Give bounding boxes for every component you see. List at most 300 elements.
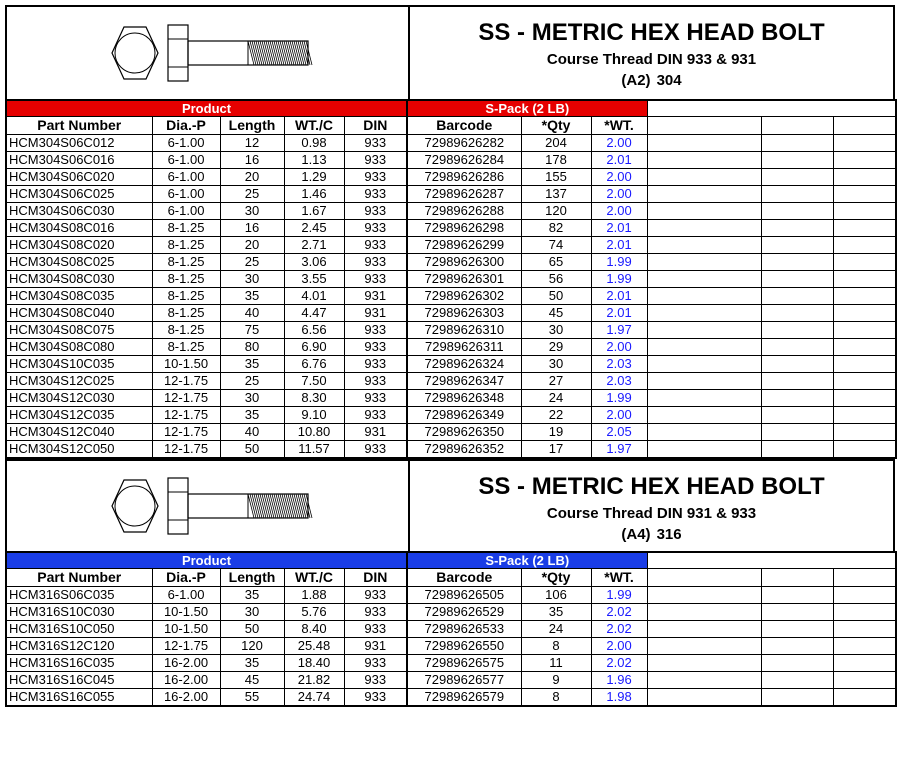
weight-per-c-cell: 3.06 (284, 254, 344, 271)
section-header (5, 459, 895, 551)
weight-per-c-cell: 11.57 (284, 441, 344, 459)
spack-band: S-Pack (2 LB) (407, 100, 647, 117)
column-header: WT./C (284, 117, 344, 135)
pack-weight-cell: 1.96 (591, 672, 647, 689)
blank-cell (833, 407, 896, 424)
table-row (6, 135, 896, 152)
weight-per-c-cell: 18.40 (284, 655, 344, 672)
catalog-sheet (5, 5, 895, 707)
pack-weight-cell: 2.01 (591, 288, 647, 305)
part-number-cell: HCM304S08C075 (6, 322, 152, 339)
blank-cell (761, 604, 833, 621)
table-row (6, 424, 896, 441)
weight-per-c-cell: 5.76 (284, 604, 344, 621)
blank-cell (647, 339, 761, 356)
din-cell: 933 (344, 390, 407, 407)
blank-cell (761, 689, 833, 707)
pack-weight-cell: 2.00 (591, 638, 647, 655)
section-subtitle: Course Thread DIN 933 & 931 (546, 51, 757, 68)
length-cell: 25 (220, 186, 284, 203)
part-number-cell: HCM316S12C120 (6, 638, 152, 655)
column-header: Part Number (6, 569, 152, 587)
blank-cell (647, 203, 761, 220)
product-band: Product (6, 552, 407, 569)
qty-cell: 35 (521, 604, 591, 621)
blank-cell (761, 407, 833, 424)
dia-pitch-cell: 12-1.75 (152, 407, 220, 424)
blank-band (647, 552, 896, 569)
section-subtitle: Course Thread DIN 931 & 933 (546, 505, 757, 522)
dia-pitch-cell: 12-1.75 (152, 638, 220, 655)
hex-bolt-drawing-icon (98, 15, 318, 91)
din-cell: 933 (344, 689, 407, 707)
blank-cell (647, 621, 761, 638)
qty-cell: 17 (521, 441, 591, 459)
weight-per-c-cell: 1.46 (284, 186, 344, 203)
length-cell: 30 (220, 604, 284, 621)
table-row (6, 254, 896, 271)
title-cell (410, 461, 893, 551)
blank-cell (647, 672, 761, 689)
din-cell: 933 (344, 621, 407, 638)
weight-per-c-cell: 1.13 (284, 152, 344, 169)
qty-cell: 82 (521, 220, 591, 237)
barcode-cell: 72989626352 (407, 441, 521, 459)
blank-cell (761, 169, 833, 186)
blank-cell (647, 689, 761, 707)
blank-cell (647, 254, 761, 271)
pack-weight-cell: 2.00 (591, 135, 647, 152)
length-cell: 12 (220, 135, 284, 152)
blank-cell (833, 655, 896, 672)
qty-cell: 50 (521, 288, 591, 305)
part-number-cell: HCM304S06C012 (6, 135, 152, 152)
blank-cell (647, 186, 761, 203)
part-number-cell: HCM304S06C020 (6, 169, 152, 186)
blank-cell (761, 339, 833, 356)
table-row (6, 356, 896, 373)
blank-cell (647, 152, 761, 169)
length-cell: 50 (220, 621, 284, 638)
table-row (6, 186, 896, 203)
qty-cell: 8 (521, 638, 591, 655)
part-number-cell: HCM316S10C030 (6, 604, 152, 621)
pack-weight-cell: 1.99 (591, 390, 647, 407)
part-number-cell: HCM304S08C080 (6, 339, 152, 356)
length-cell: 35 (220, 587, 284, 604)
dia-pitch-cell: 6-1.00 (152, 135, 220, 152)
weight-per-c-cell: 1.29 (284, 169, 344, 186)
pack-weight-cell: 2.01 (591, 152, 647, 169)
part-number-cell: HCM304S08C030 (6, 271, 152, 288)
blank-cell (833, 356, 896, 373)
qty-cell: 9 (521, 672, 591, 689)
din-cell: 931 (344, 305, 407, 322)
dia-pitch-cell: 10-1.50 (152, 604, 220, 621)
blank-cell (647, 390, 761, 407)
dia-pitch-cell: 12-1.75 (152, 441, 220, 459)
qty-cell: 45 (521, 305, 591, 322)
blank-cell (761, 288, 833, 305)
table-row (6, 390, 896, 407)
blank-cell (833, 424, 896, 441)
blank-cell (833, 186, 896, 203)
part-number-cell: HCM316S10C050 (6, 621, 152, 638)
column-header: DIN (344, 117, 407, 135)
dia-pitch-cell: 12-1.75 (152, 390, 220, 407)
barcode-cell: 72989626288 (407, 203, 521, 220)
blank-cell (761, 373, 833, 390)
length-cell: 35 (220, 655, 284, 672)
blank-cell (647, 322, 761, 339)
length-cell: 35 (220, 356, 284, 373)
bolt-image-cell (7, 461, 410, 551)
material-label: 304 (656, 72, 682, 89)
din-cell: 933 (344, 254, 407, 271)
weight-per-c-cell: 6.56 (284, 322, 344, 339)
table-row (6, 373, 896, 390)
sections-container (5, 5, 895, 707)
column-header: *Qty (521, 117, 591, 135)
qty-cell: 56 (521, 271, 591, 288)
dia-pitch-cell: 10-1.50 (152, 621, 220, 638)
barcode-cell: 72989626303 (407, 305, 521, 322)
part-number-cell: HCM304S12C040 (6, 424, 152, 441)
din-cell: 933 (344, 587, 407, 604)
column-header: Barcode (407, 569, 521, 587)
length-cell: 35 (220, 288, 284, 305)
blank-cell (761, 441, 833, 459)
dia-pitch-cell: 6-1.00 (152, 587, 220, 604)
barcode-cell: 72989626301 (407, 271, 521, 288)
barcode-cell: 72989626284 (407, 152, 521, 169)
table-row (6, 169, 896, 186)
part-number-cell: HCM316S16C035 (6, 655, 152, 672)
blank-cell (833, 621, 896, 638)
qty-cell: 29 (521, 339, 591, 356)
table-row (6, 407, 896, 424)
qty-cell: 74 (521, 237, 591, 254)
pack-weight-cell: 2.01 (591, 220, 647, 237)
length-cell: 25 (220, 373, 284, 390)
barcode-cell: 72989626298 (407, 220, 521, 237)
barcode-cell: 72989626550 (407, 638, 521, 655)
blank-cell (833, 237, 896, 254)
blank-cell (647, 169, 761, 186)
table-row (6, 604, 896, 621)
blank-cell (647, 604, 761, 621)
column-header: Length (220, 117, 284, 135)
part-number-cell: HCM304S08C020 (6, 237, 152, 254)
blank-cell (761, 638, 833, 655)
category-band-row (6, 552, 896, 569)
part-number-cell: HCM304S12C025 (6, 373, 152, 390)
pack-weight-cell: 2.02 (591, 604, 647, 621)
table-row (6, 672, 896, 689)
blank-cell (647, 587, 761, 604)
pack-weight-cell: 2.00 (591, 407, 647, 424)
blank-header-cell (647, 569, 761, 587)
table-row (6, 288, 896, 305)
weight-per-c-cell: 4.01 (284, 288, 344, 305)
qty-cell: 30 (521, 356, 591, 373)
dia-pitch-cell: 16-2.00 (152, 672, 220, 689)
column-header: WT./C (284, 569, 344, 587)
length-cell: 45 (220, 672, 284, 689)
blank-cell (833, 441, 896, 459)
blank-cell (833, 288, 896, 305)
weight-per-c-cell: 1.88 (284, 587, 344, 604)
table-row (6, 655, 896, 672)
qty-cell: 22 (521, 407, 591, 424)
column-header: Length (220, 569, 284, 587)
table-row (6, 152, 896, 169)
blank-cell (647, 407, 761, 424)
blank-cell (761, 135, 833, 152)
qty-cell: 204 (521, 135, 591, 152)
blank-cell (761, 390, 833, 407)
length-cell: 25 (220, 254, 284, 271)
din-cell: 933 (344, 169, 407, 186)
column-header: *Qty (521, 569, 591, 587)
pack-weight-cell: 2.03 (591, 373, 647, 390)
pack-weight-cell: 2.03 (591, 356, 647, 373)
dia-pitch-cell: 10-1.50 (152, 356, 220, 373)
length-cell: 16 (220, 152, 284, 169)
material-label: 316 (656, 526, 682, 543)
barcode-cell: 72989626299 (407, 237, 521, 254)
weight-per-c-cell: 21.82 (284, 672, 344, 689)
part-number-cell: HCM316S16C055 (6, 689, 152, 707)
category-band-row (6, 100, 896, 117)
din-cell: 931 (344, 638, 407, 655)
barcode-cell: 72989626577 (407, 672, 521, 689)
blank-cell (833, 220, 896, 237)
qty-cell: 11 (521, 655, 591, 672)
part-number-cell: HCM304S12C035 (6, 407, 152, 424)
dia-pitch-cell: 16-2.00 (152, 689, 220, 707)
blank-cell (647, 441, 761, 459)
blank-cell (761, 587, 833, 604)
barcode-cell: 72989626282 (407, 135, 521, 152)
weight-per-c-cell: 10.80 (284, 424, 344, 441)
pack-weight-cell: 2.01 (591, 237, 647, 254)
dia-pitch-cell: 16-2.00 (152, 655, 220, 672)
blank-header-cell (833, 117, 896, 135)
table-row (6, 441, 896, 459)
product-band: Product (6, 100, 407, 117)
length-cell: 30 (220, 390, 284, 407)
blank-cell (761, 254, 833, 271)
part-number-cell: HCM304S06C016 (6, 152, 152, 169)
length-cell: 30 (220, 271, 284, 288)
barcode-cell: 72989626348 (407, 390, 521, 407)
din-cell: 933 (344, 672, 407, 689)
table-row (6, 638, 896, 655)
parts-table (5, 551, 897, 707)
blank-cell (833, 587, 896, 604)
parts-table (5, 99, 897, 459)
din-cell: 933 (344, 135, 407, 152)
pack-weight-cell: 1.99 (591, 587, 647, 604)
weight-per-c-cell: 24.74 (284, 689, 344, 707)
barcode-cell: 72989626349 (407, 407, 521, 424)
din-cell: 933 (344, 152, 407, 169)
blank-cell (833, 169, 896, 186)
pack-weight-cell: 1.99 (591, 254, 647, 271)
qty-cell: 24 (521, 621, 591, 638)
pack-weight-cell: 2.00 (591, 203, 647, 220)
dia-pitch-cell: 8-1.25 (152, 288, 220, 305)
barcode-cell: 72989626286 (407, 169, 521, 186)
part-number-cell: HCM304S12C030 (6, 390, 152, 407)
din-cell: 933 (344, 655, 407, 672)
blank-header-cell (833, 569, 896, 587)
weight-per-c-cell: 8.40 (284, 621, 344, 638)
blank-cell (761, 271, 833, 288)
blank-cell (833, 203, 896, 220)
title-cell (410, 7, 893, 99)
pack-weight-cell: 1.98 (591, 689, 647, 707)
din-cell: 933 (344, 373, 407, 390)
din-cell: 933 (344, 339, 407, 356)
weight-per-c-cell: 6.76 (284, 356, 344, 373)
pack-weight-cell: 2.02 (591, 621, 647, 638)
din-cell: 933 (344, 604, 407, 621)
barcode-cell: 72989626287 (407, 186, 521, 203)
blank-cell (833, 672, 896, 689)
qty-cell: 27 (521, 373, 591, 390)
dia-pitch-cell: 6-1.00 (152, 203, 220, 220)
grade-label: (A4) (621, 526, 651, 543)
qty-cell: 178 (521, 152, 591, 169)
length-cell: 120 (220, 638, 284, 655)
part-number-cell: HCM304S08C025 (6, 254, 152, 271)
blank-cell (647, 135, 761, 152)
dia-pitch-cell: 8-1.25 (152, 254, 220, 271)
barcode-cell: 72989626579 (407, 689, 521, 707)
dia-pitch-cell: 6-1.00 (152, 169, 220, 186)
pack-weight-cell: 1.97 (591, 322, 647, 339)
pack-weight-cell: 2.02 (591, 655, 647, 672)
din-cell: 933 (344, 220, 407, 237)
dia-pitch-cell: 12-1.75 (152, 373, 220, 390)
weight-per-c-cell: 2.45 (284, 220, 344, 237)
din-cell: 931 (344, 424, 407, 441)
length-cell: 40 (220, 424, 284, 441)
weight-per-c-cell: 25.48 (284, 638, 344, 655)
din-cell: 933 (344, 271, 407, 288)
dia-pitch-cell: 6-1.00 (152, 152, 220, 169)
column-header: *WT. (591, 117, 647, 135)
part-number-cell: HCM304S12C050 (6, 441, 152, 459)
length-cell: 30 (220, 203, 284, 220)
length-cell: 50 (220, 441, 284, 459)
blank-cell (647, 424, 761, 441)
blank-cell (761, 152, 833, 169)
barcode-cell: 72989626300 (407, 254, 521, 271)
barcode-cell: 72989626533 (407, 621, 521, 638)
pack-weight-cell: 2.05 (591, 424, 647, 441)
blank-cell (761, 621, 833, 638)
bolt-image-cell (7, 7, 410, 99)
din-cell: 933 (344, 322, 407, 339)
section-header (5, 5, 895, 99)
din-cell: 933 (344, 186, 407, 203)
weight-per-c-cell: 3.55 (284, 271, 344, 288)
hex-bolt-drawing-icon (98, 468, 318, 544)
pack-weight-cell: 2.00 (591, 186, 647, 203)
qty-cell: 106 (521, 587, 591, 604)
part-number-cell: HCM304S08C016 (6, 220, 152, 237)
pack-weight-cell: 2.01 (591, 305, 647, 322)
column-header: Part Number (6, 117, 152, 135)
dia-pitch-cell: 8-1.25 (152, 237, 220, 254)
blank-header-cell (761, 569, 833, 587)
blank-cell (647, 638, 761, 655)
din-cell: 933 (344, 441, 407, 459)
blank-cell (761, 672, 833, 689)
part-number-cell: HCM304S08C035 (6, 288, 152, 305)
barcode-cell: 72989626529 (407, 604, 521, 621)
qty-cell: 137 (521, 186, 591, 203)
qty-cell: 8 (521, 689, 591, 707)
qty-cell: 120 (521, 203, 591, 220)
barcode-cell: 72989626311 (407, 339, 521, 356)
column-header-row (6, 569, 896, 587)
dia-pitch-cell: 8-1.25 (152, 305, 220, 322)
part-number-cell: HCM304S08C040 (6, 305, 152, 322)
blank-cell (761, 220, 833, 237)
blank-cell (761, 186, 833, 203)
length-cell: 20 (220, 237, 284, 254)
blank-cell (833, 322, 896, 339)
grade-line (410, 72, 893, 89)
section-title: SS - METRIC HEX HEAD BOLT (478, 19, 825, 46)
section-title: SS - METRIC HEX HEAD BOLT (478, 473, 825, 500)
blank-cell (833, 305, 896, 322)
blank-cell (833, 604, 896, 621)
barcode-cell: 72989626324 (407, 356, 521, 373)
blank-cell (647, 220, 761, 237)
product-section (5, 5, 895, 459)
blank-cell (833, 373, 896, 390)
table-row (6, 587, 896, 604)
dia-pitch-cell: 12-1.75 (152, 424, 220, 441)
column-header: DIN (344, 569, 407, 587)
table-row (6, 203, 896, 220)
grade-line (410, 526, 893, 543)
weight-per-c-cell: 8.30 (284, 390, 344, 407)
blank-cell (647, 655, 761, 672)
pack-weight-cell: 2.00 (591, 169, 647, 186)
weight-per-c-cell: 9.10 (284, 407, 344, 424)
blank-cell (761, 424, 833, 441)
table-row (6, 271, 896, 288)
table-row (6, 689, 896, 707)
qty-cell: 30 (521, 322, 591, 339)
barcode-cell: 72989626302 (407, 288, 521, 305)
blank-cell (833, 638, 896, 655)
dia-pitch-cell: 8-1.25 (152, 220, 220, 237)
table-row (6, 220, 896, 237)
blank-cell (761, 203, 833, 220)
dia-pitch-cell: 8-1.25 (152, 339, 220, 356)
part-number-cell: HCM304S06C030 (6, 203, 152, 220)
blank-cell (761, 356, 833, 373)
pack-weight-cell: 1.97 (591, 441, 647, 459)
length-cell: 35 (220, 407, 284, 424)
